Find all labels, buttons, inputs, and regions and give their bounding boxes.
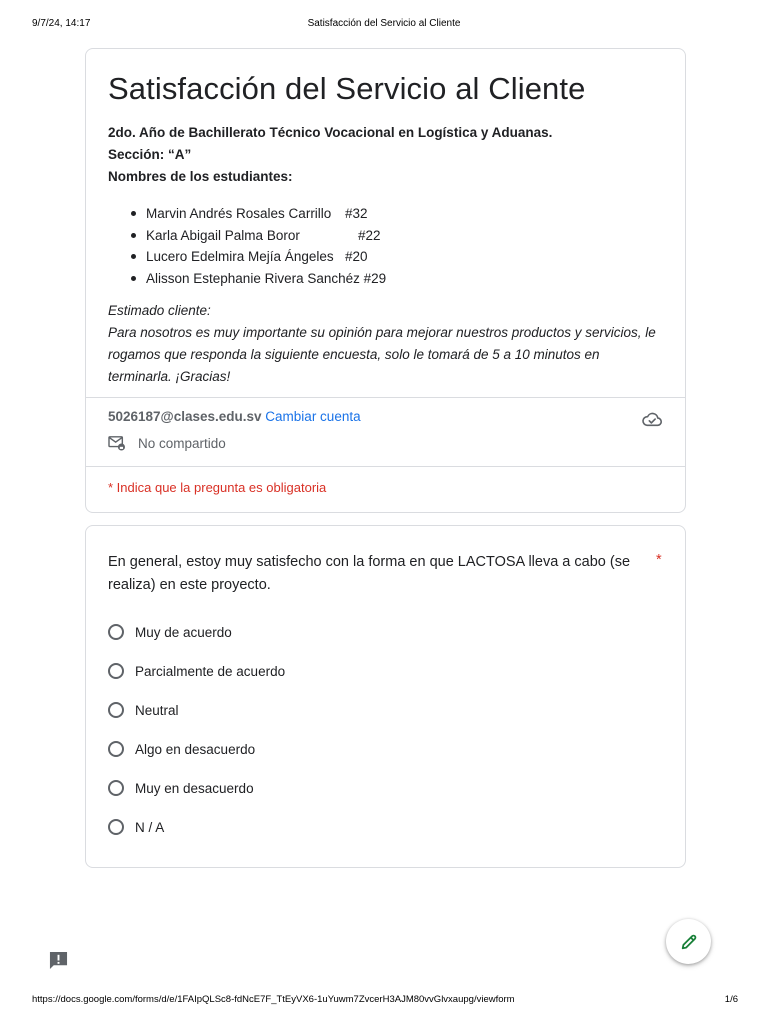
account-row bbox=[108, 409, 361, 424]
student-number: #20 bbox=[345, 249, 368, 264]
question-text bbox=[108, 551, 648, 597]
radio-button[interactable] bbox=[108, 702, 124, 718]
form-header-card bbox=[85, 48, 686, 513]
list-item bbox=[108, 203, 386, 225]
bullet-icon bbox=[131, 211, 136, 216]
option-label: Parcialmente de acuerdo bbox=[135, 663, 286, 679]
student-name: Marvin Andrés Rosales Carrillo bbox=[146, 206, 332, 221]
mail-lock-icon bbox=[108, 435, 126, 451]
radio-button[interactable] bbox=[108, 780, 124, 796]
print-title: Satisfacción del Servicio al Cliente bbox=[307, 18, 461, 29]
page-url: https://docs.google.com/forms/d/e/1FAIpQLSc8-fdNcE7F_TtEyVX6-1uYuwm7ZvcerH3AJM80vvGlvxaupg/viewform bbox=[32, 994, 515, 1005]
option-label: Algo en desacuerdo bbox=[135, 741, 256, 757]
student-number: #29 bbox=[363, 270, 387, 286]
form-title: Satisfacción del Servicio al Cliente bbox=[108, 71, 586, 106]
print-datetime: 9/7/24, 14:17 bbox=[32, 18, 91, 29]
pencil-icon bbox=[680, 933, 698, 951]
option-label: Muy de acuerdo bbox=[135, 624, 232, 640]
radio-button[interactable] bbox=[108, 819, 124, 835]
radio-option[interactable] bbox=[108, 739, 255, 759]
student-name: Karla Abigail Palma Boror bbox=[146, 227, 300, 243]
student-number: #22 bbox=[358, 227, 381, 243]
divider bbox=[86, 466, 685, 467]
radio-button[interactable] bbox=[108, 663, 124, 679]
student-list bbox=[108, 203, 386, 289]
form-subtitle-section: Sección: “A” bbox=[108, 147, 192, 162]
student-name: Lucero Edelmira Mejía Ángeles bbox=[146, 249, 334, 264]
edit-button[interactable] bbox=[666, 919, 711, 964]
share-status-row bbox=[108, 435, 226, 451]
radio-button[interactable] bbox=[108, 624, 124, 640]
print-header bbox=[0, 18, 768, 32]
divider bbox=[86, 397, 685, 398]
bullet-icon bbox=[131, 254, 136, 259]
greeting-text: Estimado cliente: bbox=[108, 303, 211, 318]
list-item bbox=[108, 225, 386, 247]
required-mark: * bbox=[656, 552, 662, 568]
intro-line-1: Para nosotros es muy importante su opinión para mejorar nuestros productos y servicios, le bbox=[108, 325, 656, 340]
option-label: Neutral bbox=[135, 702, 179, 718]
question-line-2: realiza) en este proyecto. bbox=[108, 577, 271, 593]
share-status: No compartido bbox=[138, 435, 226, 451]
form-subtitle-students: Nombres de los estudiantes: bbox=[108, 169, 293, 184]
bullet-icon bbox=[131, 276, 136, 281]
intro-line-2: rogamos que responda la siguiente encuesta, solo le tomará de 5 a 10 minutos en bbox=[108, 347, 600, 362]
question-card bbox=[85, 525, 686, 868]
switch-account-link[interactable]: Cambiar cuenta bbox=[265, 409, 361, 424]
radio-option[interactable] bbox=[108, 817, 164, 837]
radio-option[interactable] bbox=[108, 622, 232, 642]
intro-line-3: terminarla. ¡Gracias! bbox=[108, 369, 231, 384]
form-subtitle-course: 2do. Año de Bachillerato Técnico Vocacional en Logística y Aduanas. bbox=[108, 125, 553, 140]
question-line-1: En general, estoy muy satisfecho con la forma en que LACTOSA lleva a cabo (se bbox=[108, 554, 631, 570]
bullet-icon bbox=[131, 233, 136, 238]
list-item bbox=[108, 246, 386, 268]
option-label: Muy en desacuerdo bbox=[135, 780, 254, 796]
cloud-check-icon bbox=[641, 410, 663, 428]
account-email: 5026187@clases.edu.sv bbox=[108, 409, 262, 424]
radio-option[interactable] bbox=[108, 700, 179, 720]
required-note: * Indica que la pregunta es obligatoria bbox=[108, 480, 327, 495]
radio-option[interactable] bbox=[108, 778, 254, 798]
student-name: Alisson Estephanie Rivera Sanchéz bbox=[146, 270, 360, 286]
radio-button[interactable] bbox=[108, 741, 124, 757]
list-item bbox=[108, 268, 386, 290]
student-number: #32 bbox=[345, 206, 368, 221]
feedback-icon[interactable] bbox=[49, 951, 68, 970]
radio-option[interactable] bbox=[108, 661, 285, 681]
page-number: 1/6 bbox=[724, 994, 738, 1005]
option-label: N / A bbox=[135, 819, 165, 835]
